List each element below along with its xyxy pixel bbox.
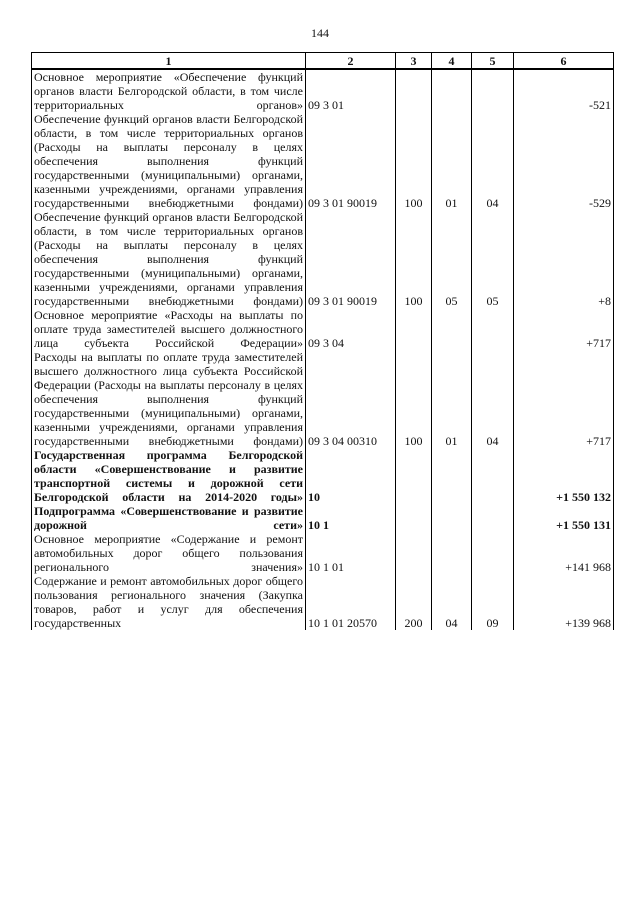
row-column-5 bbox=[472, 308, 514, 350]
column-header-4: 4 bbox=[432, 53, 472, 70]
row-name: Основное мероприятие «Содержание и ремонт автомобильных дорог общего пользования регионального значения» bbox=[32, 532, 306, 574]
row-column-3: 100 bbox=[396, 210, 432, 308]
table-row bbox=[32, 308, 614, 350]
row-column-5 bbox=[472, 504, 514, 532]
table-row bbox=[32, 350, 614, 448]
column-header-1: 1 bbox=[32, 53, 306, 70]
row-column-4: 01 bbox=[432, 350, 472, 448]
table-header-row bbox=[32, 53, 614, 70]
row-name: Основное мероприятие «Обеспечение функций органов власти Белгородской области, в том числе территориальных органов» bbox=[32, 69, 306, 112]
row-code: 10 1 01 bbox=[306, 532, 396, 574]
table-row bbox=[32, 210, 614, 308]
row-amount: +1 550 132 bbox=[514, 448, 614, 504]
column-header-2: 2 bbox=[306, 53, 396, 70]
row-column-5 bbox=[472, 532, 514, 574]
row-amount: -521 bbox=[514, 69, 614, 112]
row-amount: +1 550 131 bbox=[514, 504, 614, 532]
row-name: Обеспечение функций органов власти Белгородской области, в том числе территориальных органов (Расходы на выплаты персоналу в целях обеспечения выполнения функций государственными (муниципальными) органами, казенными учреждениями, органами управления государственными внебюджетными фондами) bbox=[32, 112, 306, 210]
row-column-3: 100 bbox=[396, 112, 432, 210]
row-code: 09 3 04 bbox=[306, 308, 396, 350]
row-column-5 bbox=[472, 448, 514, 504]
row-code: 09 3 01 90019 bbox=[306, 210, 396, 308]
row-column-4 bbox=[432, 532, 472, 574]
row-code: 09 3 04 00310 bbox=[306, 350, 396, 448]
row-amount: +717 bbox=[514, 308, 614, 350]
row-column-3 bbox=[396, 532, 432, 574]
row-code: 10 bbox=[306, 448, 396, 504]
row-column-3 bbox=[396, 448, 432, 504]
row-name: Обеспечение функций органов власти Белгородской области, в том числе территориальных органов (Расходы на выплаты персоналу в целях обеспечения выполнения функций государственными (муниципальными) органами, казенными учреждениями, органами управления государственными внебюджетными фондами) bbox=[32, 210, 306, 308]
row-amount: +8 bbox=[514, 210, 614, 308]
row-column-5: 04 bbox=[472, 350, 514, 448]
row-name: Государственная программа Белгородской области «Совершенствование и развитие транспортной системы и дорожной сети Белгородской области на 2014-2020 годы» bbox=[32, 448, 306, 504]
row-column-4: 01 bbox=[432, 112, 472, 210]
row-code: 09 3 01 90019 bbox=[306, 112, 396, 210]
row-column-5: 09 bbox=[472, 574, 514, 630]
table-row bbox=[32, 448, 614, 504]
row-amount: +141 968 bbox=[514, 532, 614, 574]
row-amount: +717 bbox=[514, 350, 614, 448]
row-column-5 bbox=[472, 69, 514, 112]
column-header-5: 5 bbox=[472, 53, 514, 70]
row-code: 10 1 01 20570 bbox=[306, 574, 396, 630]
table-row bbox=[32, 574, 614, 630]
row-code: 10 1 bbox=[306, 504, 396, 532]
row-column-4 bbox=[432, 308, 472, 350]
row-column-3 bbox=[396, 504, 432, 532]
row-column-3: 100 bbox=[396, 350, 432, 448]
table-row bbox=[32, 69, 614, 112]
budget-table bbox=[31, 52, 614, 630]
row-amount: +139 968 bbox=[514, 574, 614, 630]
table-row bbox=[32, 532, 614, 574]
row-column-4 bbox=[432, 69, 472, 112]
row-name: Основное мероприятие «Расходы на выплаты по оплате труда заместителей высшего должностного лица субъекта Российской Федерации» bbox=[32, 308, 306, 350]
row-column-4 bbox=[432, 504, 472, 532]
row-column-5: 05 bbox=[472, 210, 514, 308]
table-row bbox=[32, 504, 614, 532]
row-column-4: 04 bbox=[432, 574, 472, 630]
row-name: Расходы на выплаты по оплате труда заместителей высшего должностного лица субъекта Российской Федерации (Расходы на выплаты персоналу в целях обеспечения выполнения функций государственными (муниципальными) органами, казенными учреждениями, органами управления государственными внебюджетными фондами) bbox=[32, 350, 306, 448]
row-column-4: 05 bbox=[432, 210, 472, 308]
table-row bbox=[32, 112, 614, 210]
row-column-5: 04 bbox=[472, 112, 514, 210]
row-column-3 bbox=[396, 69, 432, 112]
row-column-3 bbox=[396, 308, 432, 350]
page-number: 144 bbox=[311, 26, 329, 40]
column-header-3: 3 bbox=[396, 53, 432, 70]
row-name: Подпрограмма «Совершенствование и развитие дорожной сети» bbox=[32, 504, 306, 532]
row-amount: -529 bbox=[514, 112, 614, 210]
column-header-6: 6 bbox=[514, 53, 614, 70]
row-code: 09 3 01 bbox=[306, 69, 396, 112]
row-column-3: 200 bbox=[396, 574, 432, 630]
row-column-4 bbox=[432, 448, 472, 504]
row-name: Содержание и ремонт автомобильных дорог общего пользования регионального значения (Закупка товаров, работ и услуг для обеспечения государственных bbox=[32, 574, 306, 630]
